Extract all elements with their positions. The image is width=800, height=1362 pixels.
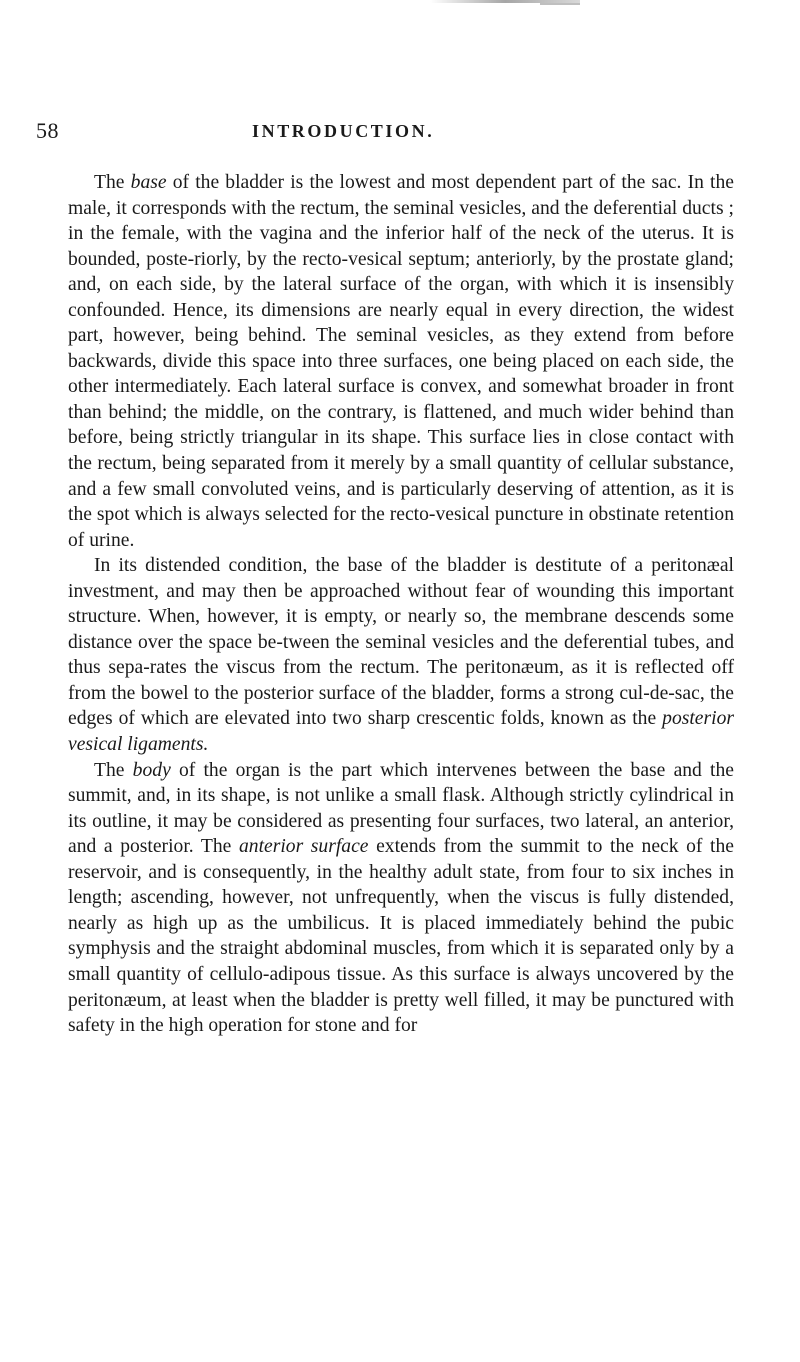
text-run: The <box>94 759 133 781</box>
text-run: In its distended condition, the base of the bladder is destitute of a peritonæal investment, and may then be approached without fear of wounding this important structure. When, however, it is empty, or nearly so, the membrane descends some distance over the space be-tween the seminal vesicles and the deferential tubes, and thus sepa-rates the viscus from the rectum. The peritonæum, as it is reflected off from the bowel to the posterior surface of the bladder, forms a strong cul-de-sac, the edges of which are elevated into two sharp crescentic folds, known as the <box>68 555 734 730</box>
paragraph <box>68 758 734 1039</box>
running-head: INTRODUCTION. <box>252 121 435 141</box>
text-run: The <box>94 172 131 193</box>
emphasis-text: posterior vesical ligaments. <box>68 708 734 756</box>
body-text <box>68 170 734 1039</box>
emphasis-text: body <box>132 759 171 781</box>
text-run: of the bladder is the lowest and most dependent part of the sac. In the male, it corresponds with the rectum, the seminal vesicles, and the deferential ducts ; in the female, with the vagina and the inferior half of the neck of the uterus. It is bounded, poste-riorly, by the recto-vesical septum; anteriorly, by the prostate gland; and, on each side, by the lateral surface of the organ, with which it is insensibly confounded. Hence, its dimensions are nearly equal in every direction, the widest part, however, being behind. The seminal vesicles, as they extend from before backwards, divide this space into three surfaces, one being placed on each side, the other intermediately. Each lateral surface is convex, and somewhat broader in front than behind; the middle, on the contrary, is flattened, and much wider behind than before, being strictly triangular in its shape. This surface lies in close contact with the rectum, being separated from it merely by a small quantity of cellular substance, and a few small convoluted veins, and is particularly deserving of attention, as it is the spot which is always selected for the recto-vesical puncture in obstinate retention of urine. <box>68 172 734 551</box>
text-run: extends from the summit to the neck of the reservoir, and is consequently, in the healthy adult state, from four to six inches in length; ascending, however, not unfrequently, when the viscus is fully distended, nearly as high up as the umbilicus. It is placed immediately behind the pubic symphysis and the straight abdominal muscles, from which it is separated only by a small quantity of cellulo-adipous tissue. As this surface is always uncovered by the peritonæum, at least when the bladder is pretty well filled, it may be punctured with safety in the high operation for stone and for <box>68 836 734 1037</box>
page-header <box>36 118 740 148</box>
emphasis-text: anterior surface <box>238 836 369 858</box>
paragraph <box>68 553 734 757</box>
emphasis-text: base <box>130 172 167 193</box>
page-number: 58 <box>36 118 59 143</box>
scan-artifact-small <box>540 3 580 5</box>
text-run: of the organ is the part which intervenes between the base and the summit, and, in its shape, is not unlike a small flask. Although strictly cylindrical in its outline, it may be considered as presenting four surfaces, two lateral, an anterior, and a posterior. The <box>68 759 734 858</box>
paragraph <box>68 170 734 553</box>
